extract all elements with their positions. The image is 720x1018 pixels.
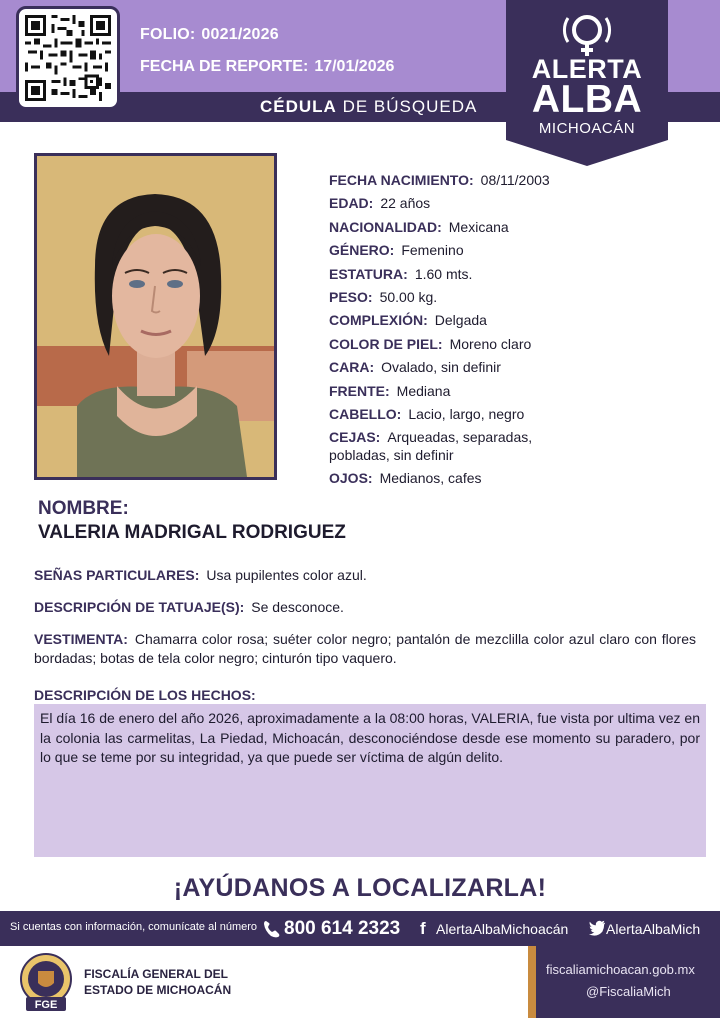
fge-seal-icon bbox=[18, 953, 74, 1013]
badge-alerta: ALERTA bbox=[531, 54, 643, 84]
detail-value: Mexicana bbox=[448, 218, 509, 235]
detail-key: ESTATURA: bbox=[329, 265, 408, 282]
detail-key: EDAD: bbox=[329, 195, 374, 212]
detail-value: 22 años bbox=[380, 195, 431, 212]
footer-stripe bbox=[528, 946, 536, 1018]
fiscalia-twitter[interactable]: @FiscaliaMich bbox=[586, 984, 671, 999]
report-date-value: 17/01/2026 bbox=[314, 58, 395, 75]
field-key: SEÑAS PARTICULARES: bbox=[34, 567, 200, 583]
name-label: NOMBRE: bbox=[38, 498, 129, 519]
badge-michoacan: MICHOACÁN bbox=[538, 120, 636, 137]
detail-value: Medianos, cafes bbox=[379, 470, 482, 486]
field-value: Chamarra color rosa; suéter color negro; pantalón de mezclilla color azul claro con flores bordadas; botas de tela color negro; cinturón tipo vaquero. bbox=[34, 631, 696, 666]
report-date bbox=[140, 58, 520, 76]
detail-eyes bbox=[329, 469, 689, 487]
twitter-handle[interactable]: AlertaAlbaMich bbox=[606, 921, 701, 937]
twitter-icon bbox=[588, 919, 606, 937]
detail-weight bbox=[329, 288, 689, 306]
call-to-action: ¡AYÚDANOS A LOCALIZARLA! bbox=[173, 874, 547, 902]
document-title-rest: DE BÚSQUEDA bbox=[342, 97, 478, 116]
tattoo-description bbox=[34, 598, 696, 617]
qr-code-icon bbox=[25, 15, 111, 101]
qr-code[interactable] bbox=[16, 6, 120, 110]
phone-icon bbox=[262, 919, 282, 939]
contact-band bbox=[0, 911, 720, 946]
detail-value: Ovalado, sin definir bbox=[381, 359, 501, 376]
portrait-image bbox=[37, 156, 274, 477]
detail-gender bbox=[329, 241, 689, 259]
detail-value: 08/11/2003 bbox=[480, 172, 550, 188]
detail-value: Mediana bbox=[396, 382, 451, 399]
detail-key: NACIONALIDAD: bbox=[329, 218, 442, 235]
folio-label: FOLIO: bbox=[140, 26, 196, 43]
report-date-label: FECHA DE REPORTE: bbox=[140, 58, 309, 75]
facebook-handle[interactable]: AlertaAlbaMichoacán bbox=[436, 921, 569, 937]
detail-skin-color bbox=[329, 335, 689, 353]
detail-key: COLOR DE PIEL: bbox=[329, 335, 443, 352]
detail-value: 1.60 mts. bbox=[414, 265, 473, 282]
seal-text: FGE bbox=[34, 999, 58, 1011]
detail-value: 50.00 kg. bbox=[379, 289, 438, 305]
detail-nationality bbox=[329, 218, 689, 236]
badge-alba: ALBA bbox=[531, 78, 643, 121]
detail-value: Femenino bbox=[401, 242, 464, 259]
detail-key: CABELLO: bbox=[329, 406, 402, 422]
detail-value: Delgada bbox=[434, 312, 487, 329]
detail-value: Lacio, largo, negro bbox=[408, 406, 525, 422]
detail-face bbox=[329, 358, 689, 376]
detail-age bbox=[329, 194, 689, 212]
field-value: Se desconoce. bbox=[251, 599, 344, 615]
detail-value: Moreno claro bbox=[449, 335, 532, 352]
folio bbox=[140, 26, 520, 44]
detail-birthdate bbox=[329, 171, 689, 189]
field-value: Usa pupilentes color azul. bbox=[206, 567, 367, 583]
folio-value: 0021/2026 bbox=[201, 26, 279, 43]
events-description: El día 16 de enero del año 2026, aproximadamente a la 08:00 horas, VALERIA, fue vista por ultima vez en la colonia las carmelitas, La Piedad, Michoacán, desconociéndose desde ese momento su paradero, por lo que se teme por su integridad, ya que puede ser víctima de algún delito. bbox=[34, 704, 706, 857]
person-photo bbox=[34, 153, 277, 480]
detail-value-cont: pobladas, sin definir bbox=[329, 447, 454, 464]
detail-hair bbox=[329, 405, 689, 423]
person-name: VALERIA MADRIGAL RODRIGUEZ bbox=[38, 522, 346, 543]
detail-forehead bbox=[329, 382, 689, 400]
detail-height bbox=[329, 265, 689, 283]
detail-key: CEJAS: bbox=[329, 429, 381, 446]
detail-value: Arqueadas, separadas, bbox=[387, 429, 533, 446]
phone-number[interactable]: 800 614 2323 bbox=[284, 918, 401, 939]
events-label: DESCRIPCIÓN DE LOS HECHOS: bbox=[34, 687, 256, 703]
field-key: VESTIMENTA: bbox=[34, 631, 128, 647]
contact-info-text: Si cuentas con información, comunícate al número bbox=[10, 921, 258, 933]
facebook-icon: f bbox=[420, 919, 426, 938]
website-link[interactable]: fiscaliamichoacan.gob.mx bbox=[546, 962, 695, 977]
distinguishing-marks bbox=[34, 566, 696, 585]
document-title-bold: CÉDULA bbox=[260, 97, 337, 116]
footer-contact-panel bbox=[528, 946, 720, 1018]
detail-build bbox=[329, 311, 689, 329]
detail-key: COMPLEXIÓN: bbox=[329, 312, 428, 329]
detail-key: FRENTE: bbox=[329, 382, 390, 399]
detail-key: FECHA NACIMIENTO: bbox=[329, 172, 474, 188]
field-key: DESCRIPCIÓN DE TATUAJE(S): bbox=[34, 599, 245, 615]
organization-name-line1: FISCALÍA GENERAL DEL bbox=[84, 967, 229, 981]
detail-eyebrows bbox=[329, 428, 689, 464]
organization-name-line2: ESTADO DE MICHOACÁN bbox=[84, 983, 232, 997]
organization-name bbox=[84, 966, 231, 998]
detail-key: PESO: bbox=[329, 289, 373, 305]
detail-key: GÉNERO: bbox=[329, 242, 395, 259]
clothing-description bbox=[34, 630, 696, 668]
detail-key: OJOS: bbox=[329, 470, 373, 486]
detail-key: CARA: bbox=[329, 359, 375, 376]
